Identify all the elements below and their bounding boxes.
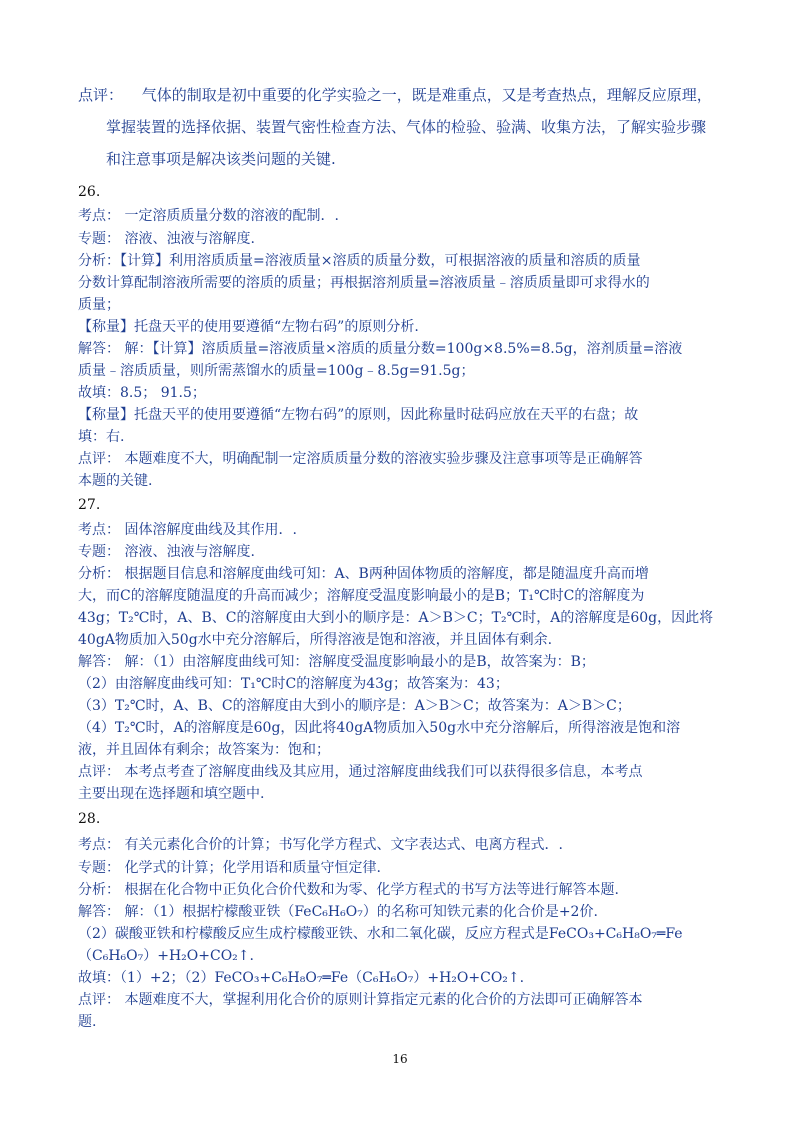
q26-line: 专题： 溶液、浊液与溶解度. [78,231,255,247]
q26-line: 填：右. [78,429,125,445]
q26-line: 考点： 一定溶质质量分数的溶液的配制．. [78,208,339,224]
q27-line: （4）T₂℃时，A的溶解度是60g，因此将40gA物质加入50g水中充分溶解后，所得溶液是饱和溶 [78,720,681,736]
q28-line: 专题： 化学式的计算；化学用语和质量守恒定律. [78,860,381,876]
q26-line: 质量﹣溶质质量，则所需蒸馏水的质量=100g﹣8.5g=91.5g； [78,363,475,379]
q27-line: 解答： 解：（1）由溶解度曲线可知：溶解度受温度影响最小的是B，故答案为：B； [78,654,595,670]
q27-line: 主要出现在选择题和填空题中. [78,786,265,802]
q26-line: 解答： 解：【计算】溶质质量=溶液质量×溶质的质量分数=100g×8.5%=8.5g，溶剂质量=溶液 [78,341,683,357]
q27-line: 分析： 根据题目信息和溶解度曲线可知：A、B两种固体物质的溶解度，都是随温度升高而增 [78,566,649,582]
q28-line: （2）碳酸亚铁和柠檬酸反应生成柠檬酸亚铁、水和二氧化碳，反应方程式是FeCO₃+C₆H₈O₇═Fe [78,926,683,942]
review-text: 气体的制取是初中重要的化学实验之一，既是难重点，又是考查热点，理解反应原理， [141,86,712,104]
q28-line: 考点： 有关元素化合价的计算；书写化学方程式、文字表达式、电离方程式．. [78,837,563,853]
question-number-26: 26. [78,184,101,200]
q27-line: 43g；T₂℃时，A、B、C的溶解度由大到小的顺序是：A＞B＞C；T₂℃时，A的溶解度是60g，因此将 [78,610,714,626]
q28-line: 分析： 根据在化合物中正负化合价代数和为零、化学方程式的书写方法等进行解答本题. [78,882,619,898]
q26-line: 分数计算配制溶液所需要的溶质的质量；再根据溶剂质量=溶液质量﹣溶质质量即可求得水的 [78,275,650,291]
review-line-1 [78,86,712,104]
q28-line: 点评： 本题难度不大，掌握利用化合价的原则计算指定元素的化合价的方法即可正确解答本 [78,992,643,1008]
q28-line: （C₆H₆O₇）+H₂O+CO₂↑. [78,948,254,964]
review-line-2: 掌握装置的选择依据、装置气密性检查方法、气体的检验、验满、收集方法，了解实验步骤 [106,118,707,136]
q28-line: 故填：（1）+2；（2）FeCO₃+C₆H₈O₇═Fe（C₆H₆O₇）+H₂O+CO₂↑. [78,970,525,986]
q27-line: 40gA物质加入50g水中充分溶解后，所得溶液是饱和溶液，并且固体有剩余. [78,632,553,648]
page-number: 16 [392,1052,408,1066]
q26-line: 【称量】托盘天平的使用要遵循“左物右码”的原则分析. [78,319,419,335]
q26-line: 本题的关键. [78,473,153,489]
question-number-28: 28. [78,811,101,827]
q28-line: 解答： 解：（1）根据柠檬酸亚铁（FeC₆H₆O₇）的名称可知铁元素的化合价是+2价. [78,904,598,920]
q26-line: 分析：【计算】利用溶质质量=溶液质量×溶质的质量分数，可根据溶液的质量和溶质的质量 [78,253,641,269]
q28-line: 题. [78,1014,97,1030]
q27-line: （2）由溶解度曲线可知：T₁℃时C的溶解度为43g；故答案为：43； [78,676,509,692]
q27-line: 点评： 本考点考查了溶解度曲线及其应用，通过溶解度曲线我们可以获得很多信息，本考点 [78,764,643,780]
review-label: 点评： [78,86,124,104]
review-line-3: 和注意事项是解决该类问题的关键. [106,150,336,168]
q26-line: 质量； [78,297,120,313]
q27-line: 专题： 溶液、浊液与溶解度. [78,544,255,560]
q26-line: 点评： 本题难度不大，明确配制一定溶质质量分数的溶液实验步骤及注意事项等是正确解答 [78,451,643,467]
q26-line: 【称量】托盘天平的使用要遵循“左物右码”的原则，因此称量时砝码应放在天平的右盘；故 [78,407,639,423]
q26-line: 故填：8.5； 91.5； [78,385,206,401]
q27-line: （3）T₂℃时，A、B、C的溶解度由大到小的顺序是：A＞B＞C；故答案为：A＞B＞C； [78,698,631,714]
q27-line: 大，而C的溶解度随温度的升高而减少；溶解度受温度影响最小的是B；T₁℃时C的溶解度为 [78,588,645,604]
q27-line: 液，并且固体有剩余；故答案为：饱和； [78,742,330,758]
q27-line: 考点： 固体溶解度曲线及其作用．. [78,522,297,538]
question-number-27: 27. [78,497,101,513]
